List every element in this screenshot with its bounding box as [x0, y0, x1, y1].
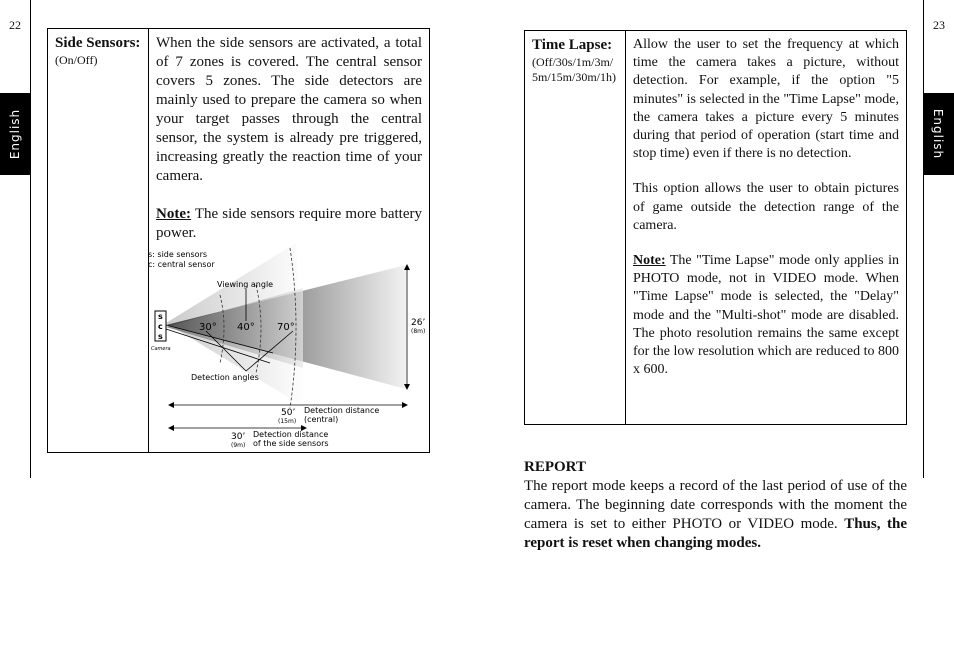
viewing-angle-label: Viewing angle [217, 280, 274, 289]
option-name: Time Lapse: [532, 37, 613, 53]
option-name-cell [48, 29, 149, 453]
option-values: (On/Off) [55, 53, 98, 67]
side-metric: (9m) [231, 442, 246, 449]
legend-side: s: side sensors [148, 250, 208, 259]
option-values: (Off/30s/1m/3m/ 5m/15m/30m/1h) [532, 55, 616, 84]
language-tab-left [0, 93, 31, 175]
central-metric: (15m) [278, 418, 297, 425]
time-lapse-paragraph-2: This option allows the user to obtain pictures of game outside the detection range of the camera. [633, 181, 899, 233]
side-distance-label-1: Detection distance [253, 430, 329, 439]
legend-central: c: central sensor [148, 260, 215, 269]
page-number-right: 23 [933, 18, 945, 32]
central-arrow-right [402, 402, 408, 408]
report-section [524, 458, 907, 553]
note-text: The side sensors require more battery power. [156, 206, 422, 241]
central-distance-label-2: (central) [304, 415, 339, 424]
language-tab-right [923, 93, 954, 175]
central-arrow-left [168, 402, 174, 408]
option-name: Side Sensors: [55, 35, 141, 51]
angle-70: 70° [277, 322, 295, 333]
note-label: Note: [633, 253, 666, 269]
angle-30: 30° [199, 322, 217, 333]
sensor-s-top: s [158, 312, 163, 321]
sensor-c: c [158, 322, 163, 331]
option-description: When the side sensors are activated, a total of 7 zones is covered. The central sensor covers 5 zones. The side detectors are mainly used to prepare the camera so when your target passes through the central sensor, the system is already pre triggered, increasing greatly the reaction time of your camera. [156, 35, 422, 184]
report-heading: REPORT [524, 459, 586, 475]
camera-label: Camera [151, 346, 171, 352]
detection-diagram [148, 243, 430, 451]
note-label: Note: [156, 206, 191, 222]
option-name-cell [525, 31, 626, 425]
page-number-left: 22 [9, 18, 21, 32]
angle-40: 40° [237, 322, 255, 333]
height-value: 26’ [411, 318, 426, 328]
time-lapse-note [633, 252, 899, 379]
language-tab-label: English [931, 108, 946, 160]
note-text: The "Time Lapse" mode only applies in PHOTO mode, not in VIDEO mode. When "Time Lapse" mode is selected, the "Delay" mode and the "Multi-shot" mode are disabled. The photo resolution remains the same except for the low resolution which are reduced to 800 x 600. [633, 253, 899, 378]
report-bold-text: Thus, the report is reset when changing modes. [524, 516, 907, 551]
left-margin-line [30, 0, 31, 478]
option-description-cell [626, 31, 907, 425]
time-lapse-table [524, 30, 907, 425]
height-metric: (8m) [411, 328, 426, 335]
detection-angles-label: Detection angles [191, 373, 259, 382]
side-distance: 30’ [231, 432, 246, 442]
option-note [156, 205, 422, 243]
sensor-s-bottom: s [158, 332, 163, 341]
time-lapse-paragraph-1: Allow the user to set the frequency at which time the camera takes a picture, without detection. For example, if the option "5 minutes" is selected in the "Time Lapse" mode, the camera takes a picture every 5 minutes during that period of operation (start time and stop time) even if there is no detection. [633, 37, 899, 162]
side-distance-label-2: of the side sensors [253, 439, 329, 448]
language-tab-label: English [8, 108, 23, 160]
report-paragraph [524, 477, 907, 553]
right-margin-line [923, 0, 924, 478]
report-text: The report mode keeps a record of the last period of use of the camera. The beginning date corresponds with the moment the camera is set to either PHOTO or VIDEO mode. [524, 478, 907, 532]
side-arrow-left [168, 425, 174, 431]
central-distance: 50’ [281, 408, 296, 418]
central-distance-label-1: Detection distance [304, 406, 380, 415]
